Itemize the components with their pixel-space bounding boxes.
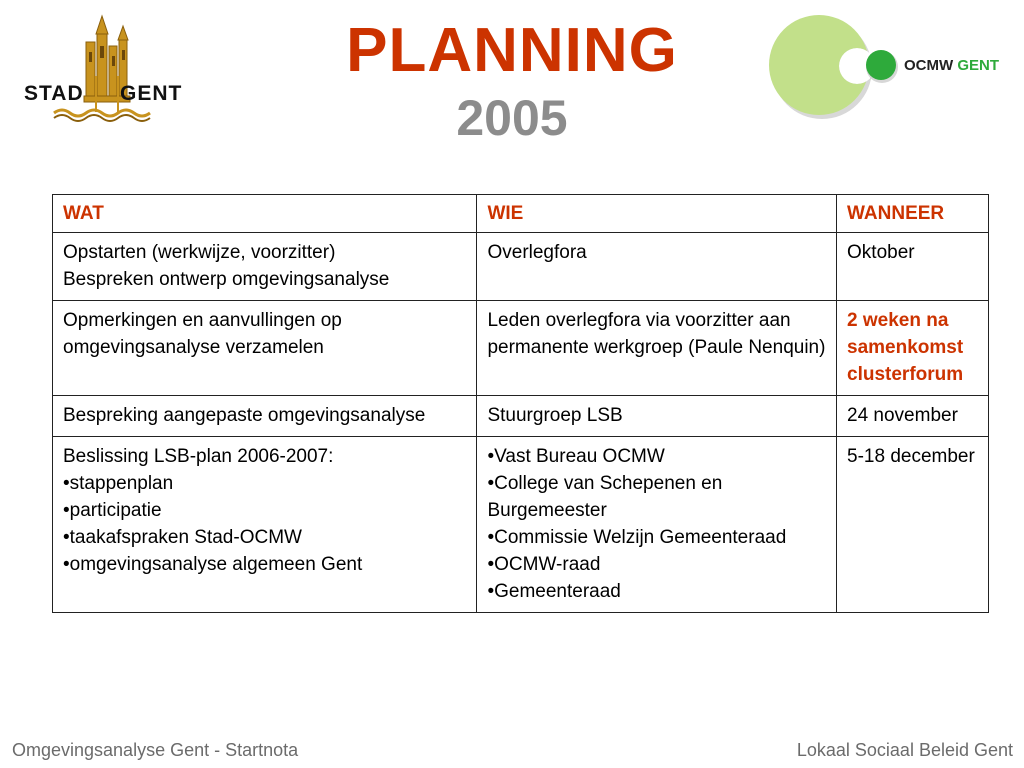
bullet-item: • Vast Bureau OCMW bbox=[487, 443, 826, 470]
cell-text: Overlegfora bbox=[487, 242, 587, 263]
cell-wanneer bbox=[837, 301, 989, 396]
stad-logo-word-right: GENT bbox=[120, 82, 183, 105]
page-year: 2005 bbox=[456, 90, 568, 146]
cell-text: Opmerkingen en aanvullingen op omgevingsanalyse verzamelen bbox=[63, 310, 342, 358]
cell-wanneer bbox=[837, 437, 989, 613]
cell-wat bbox=[53, 437, 477, 613]
cell-wanneer bbox=[837, 233, 989, 301]
planning-table bbox=[52, 194, 989, 613]
cell-text: Bespreking aangepaste omgevingsanalyse bbox=[63, 405, 426, 426]
bullet-item: • Commissie Welzijn Gemeenteraad bbox=[487, 524, 826, 551]
table-row bbox=[53, 396, 989, 437]
cell-text: Leden overlegfora via voorzitter aan permanente werkgroep (Paule Nenquin) bbox=[487, 310, 826, 358]
cell-text: Bespreken ontwerp omgevingsanalyse bbox=[63, 269, 390, 290]
stad-gent-logo bbox=[22, 12, 192, 124]
page-title: PLANNING bbox=[346, 16, 678, 85]
bullet-item: • stappenplan bbox=[63, 470, 466, 497]
footer-left-text: Omgevingsanalyse Gent - Startnota bbox=[12, 740, 299, 760]
cell-wat bbox=[53, 301, 477, 396]
cell-text: Beslissing LSB-plan 2006-2007: bbox=[63, 446, 334, 467]
bullet-item: • participatie bbox=[63, 497, 466, 524]
cell-wie bbox=[477, 233, 837, 301]
cell-wie bbox=[477, 396, 837, 437]
cell-wat bbox=[53, 396, 477, 437]
ocmw-circles-icon bbox=[764, 12, 904, 124]
cell-wanneer bbox=[837, 396, 989, 437]
cell-text: 5-18 december bbox=[847, 446, 975, 467]
cell-text: Opstarten (werkwijze, voorzitter) bbox=[63, 242, 336, 263]
cell-wie bbox=[477, 301, 837, 396]
table-row bbox=[53, 437, 989, 613]
stad-gent-tower-icon bbox=[22, 12, 192, 124]
cell-text-highlight: 2 weken na samenkomst clusterforum bbox=[847, 310, 964, 385]
header-wie: WIE bbox=[477, 195, 837, 233]
bullet-item: • College van Schepenen en Burgemeester bbox=[487, 470, 826, 524]
cell-wat bbox=[53, 233, 477, 301]
ocmw-gent-logo bbox=[764, 12, 1014, 124]
bullet-item: • omgevingsanalyse algemeen Gent bbox=[63, 551, 466, 578]
table-header-row bbox=[53, 195, 989, 233]
bullet-item: • taakafspraken Stad-OCMW bbox=[63, 524, 466, 551]
bullet-item: • Gemeenteraad bbox=[487, 578, 826, 605]
cell-text: 24 november bbox=[847, 405, 958, 426]
cell-text: Stuurgroep LSB bbox=[487, 405, 623, 426]
ocmw-logo-word-left: OCMW bbox=[904, 57, 954, 74]
ocmw-logo-text bbox=[904, 57, 999, 74]
ocmw-logo-word-right: GENT bbox=[957, 57, 999, 74]
footer-right-text: Lokaal Sociaal Beleid Gent bbox=[796, 740, 1013, 760]
header-wat: WAT bbox=[53, 195, 477, 233]
bullet-item: • OCMW-raad bbox=[487, 551, 826, 578]
table-row bbox=[53, 233, 989, 301]
table-row bbox=[53, 301, 989, 396]
stad-logo-word-left: STAD bbox=[24, 82, 84, 105]
header-wanneer: WANNEER bbox=[837, 195, 989, 233]
cell-wie bbox=[477, 437, 837, 613]
cell-text: Oktober bbox=[847, 242, 915, 263]
